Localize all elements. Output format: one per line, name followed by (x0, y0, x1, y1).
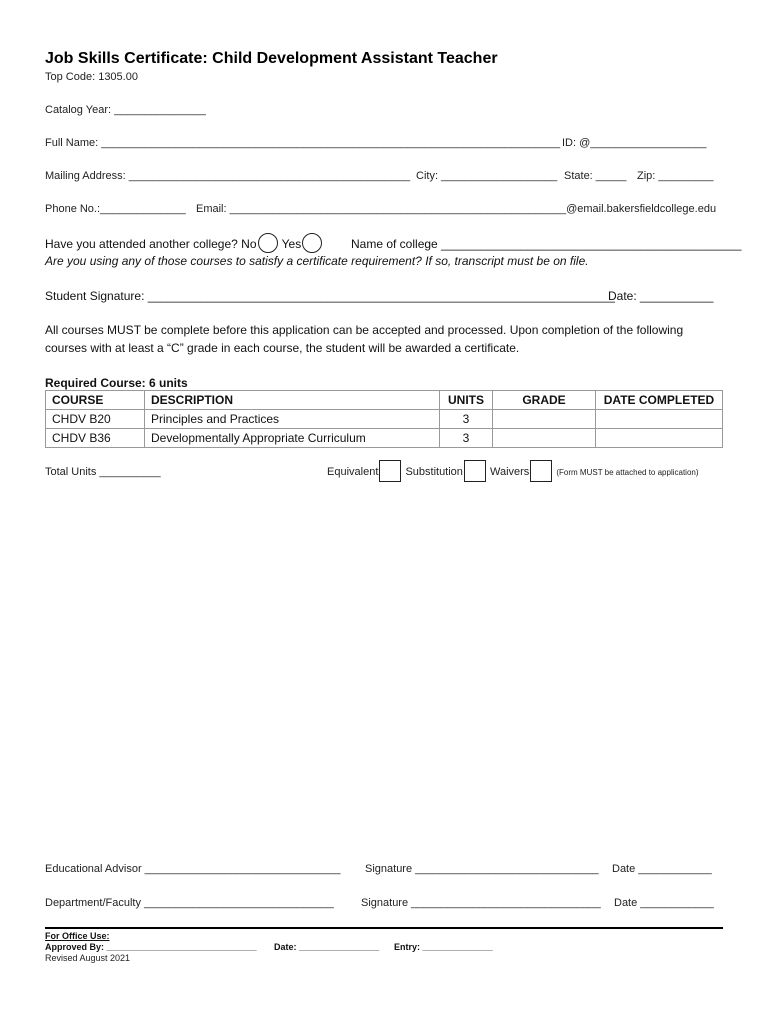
entry-field[interactable]: Entry: ______________ (394, 942, 493, 952)
course-date-cell[interactable] (596, 410, 723, 429)
top-code: Top Code: 1305.00 (45, 71, 138, 83)
id-field[interactable]: ID: @___________________ (562, 137, 707, 149)
col-date-completed: DATE COMPLETED (596, 391, 723, 410)
course-code: CHDV B36 (46, 429, 145, 448)
city-field[interactable]: City: ___________________ (416, 170, 558, 182)
office-use-heading: For Office Use: (45, 931, 110, 941)
course-date-cell[interactable] (596, 429, 723, 448)
department-faculty-field[interactable]: Department/Faculty _______________________________ (45, 897, 334, 909)
course-units: 3 (440, 429, 493, 448)
notice-line-2: courses with at least a “C” grade in each course, the student will be awarded a certificate. (45, 341, 520, 355)
yes-radio[interactable] (302, 233, 322, 253)
col-units: UNITS (440, 391, 493, 410)
no-radio[interactable] (258, 233, 278, 253)
course-description: Principles and Practices (145, 410, 440, 429)
divider (45, 927, 723, 929)
total-units-field[interactable]: Total Units __________ (45, 466, 161, 478)
equivalent-checkbox[interactable] (379, 460, 401, 482)
table-header-row (46, 391, 723, 410)
catalog-year-field[interactable]: Catalog Year: _______________ (45, 104, 206, 116)
waivers-checkbox[interactable] (530, 460, 552, 482)
course-grade-cell[interactable] (493, 429, 596, 448)
college-name-field[interactable]: Name of college _____________________________________________ (351, 237, 742, 251)
course-code: CHDV B20 (46, 410, 145, 429)
advisor-signature-field[interactable]: Signature ______________________________ (365, 863, 599, 875)
course-units: 3 (440, 410, 493, 429)
options-row (327, 460, 699, 482)
courses-note: Are you using any of those courses to satisfy a certificate requirement? If so, transcript must be on file. (45, 254, 589, 268)
student-signature-field[interactable]: Student Signature: ______________________________________________________________________ (45, 289, 615, 303)
student-date-field[interactable]: Date: ___________ (608, 289, 714, 303)
no-label: No (241, 237, 257, 251)
full-name-field[interactable]: Full Name: ___________________________________________________________________________ (45, 137, 561, 149)
yes-label: Yes (281, 237, 302, 251)
educational-advisor-field[interactable]: Educational Advisor ________________________________ (45, 863, 341, 875)
substitution-label: Substitution (405, 466, 463, 478)
col-description: DESCRIPTION (145, 391, 440, 410)
faculty-date-field[interactable]: Date ____________ (614, 897, 714, 909)
mailing-address-field[interactable]: Mailing Address: ______________________________________________ (45, 170, 411, 182)
col-grade: GRADE (493, 391, 596, 410)
faculty-signature-field[interactable]: Signature _______________________________ (361, 897, 601, 909)
zip-field[interactable]: Zip: _________ (637, 170, 714, 182)
approved-by-field[interactable]: Approved By: ______________________________ (45, 942, 257, 952)
course-grade-cell[interactable] (493, 410, 596, 429)
revised-date: Revised August 2021 (45, 953, 131, 963)
col-course: COURSE (46, 391, 145, 410)
phone-field[interactable]: Phone No.:______________ (45, 203, 186, 215)
waivers-label: Waivers (489, 466, 530, 478)
office-date-field[interactable]: Date: ________________ (274, 942, 380, 952)
notice-line-1: All courses MUST be complete before this application can be accepted and processed. Upon completion of the following (45, 323, 684, 337)
table-row (46, 429, 723, 448)
equivalent-label: Equivalent (327, 466, 379, 478)
attended-college-question: Have you attended another college? (45, 237, 238, 251)
attended-college-row (45, 233, 323, 253)
substitution-checkbox[interactable] (464, 460, 486, 482)
required-course-heading: Required Course: 6 units (45, 376, 188, 390)
form-note: (Form MUST be attached to application) (556, 468, 699, 477)
email-field[interactable]: Email: _______________________________________________________@email.bakersfieldcollege.edu (196, 203, 717, 215)
course-description: Developmentally Appropriate Curriculum (145, 429, 440, 448)
table-row (46, 410, 723, 429)
page-title: Job Skills Certificate: Child Development Assistant Teacher (45, 50, 498, 67)
required-courses-table (45, 390, 723, 448)
advisor-date-field[interactable]: Date ____________ (612, 863, 712, 875)
state-field[interactable]: State: _____ (564, 170, 627, 182)
